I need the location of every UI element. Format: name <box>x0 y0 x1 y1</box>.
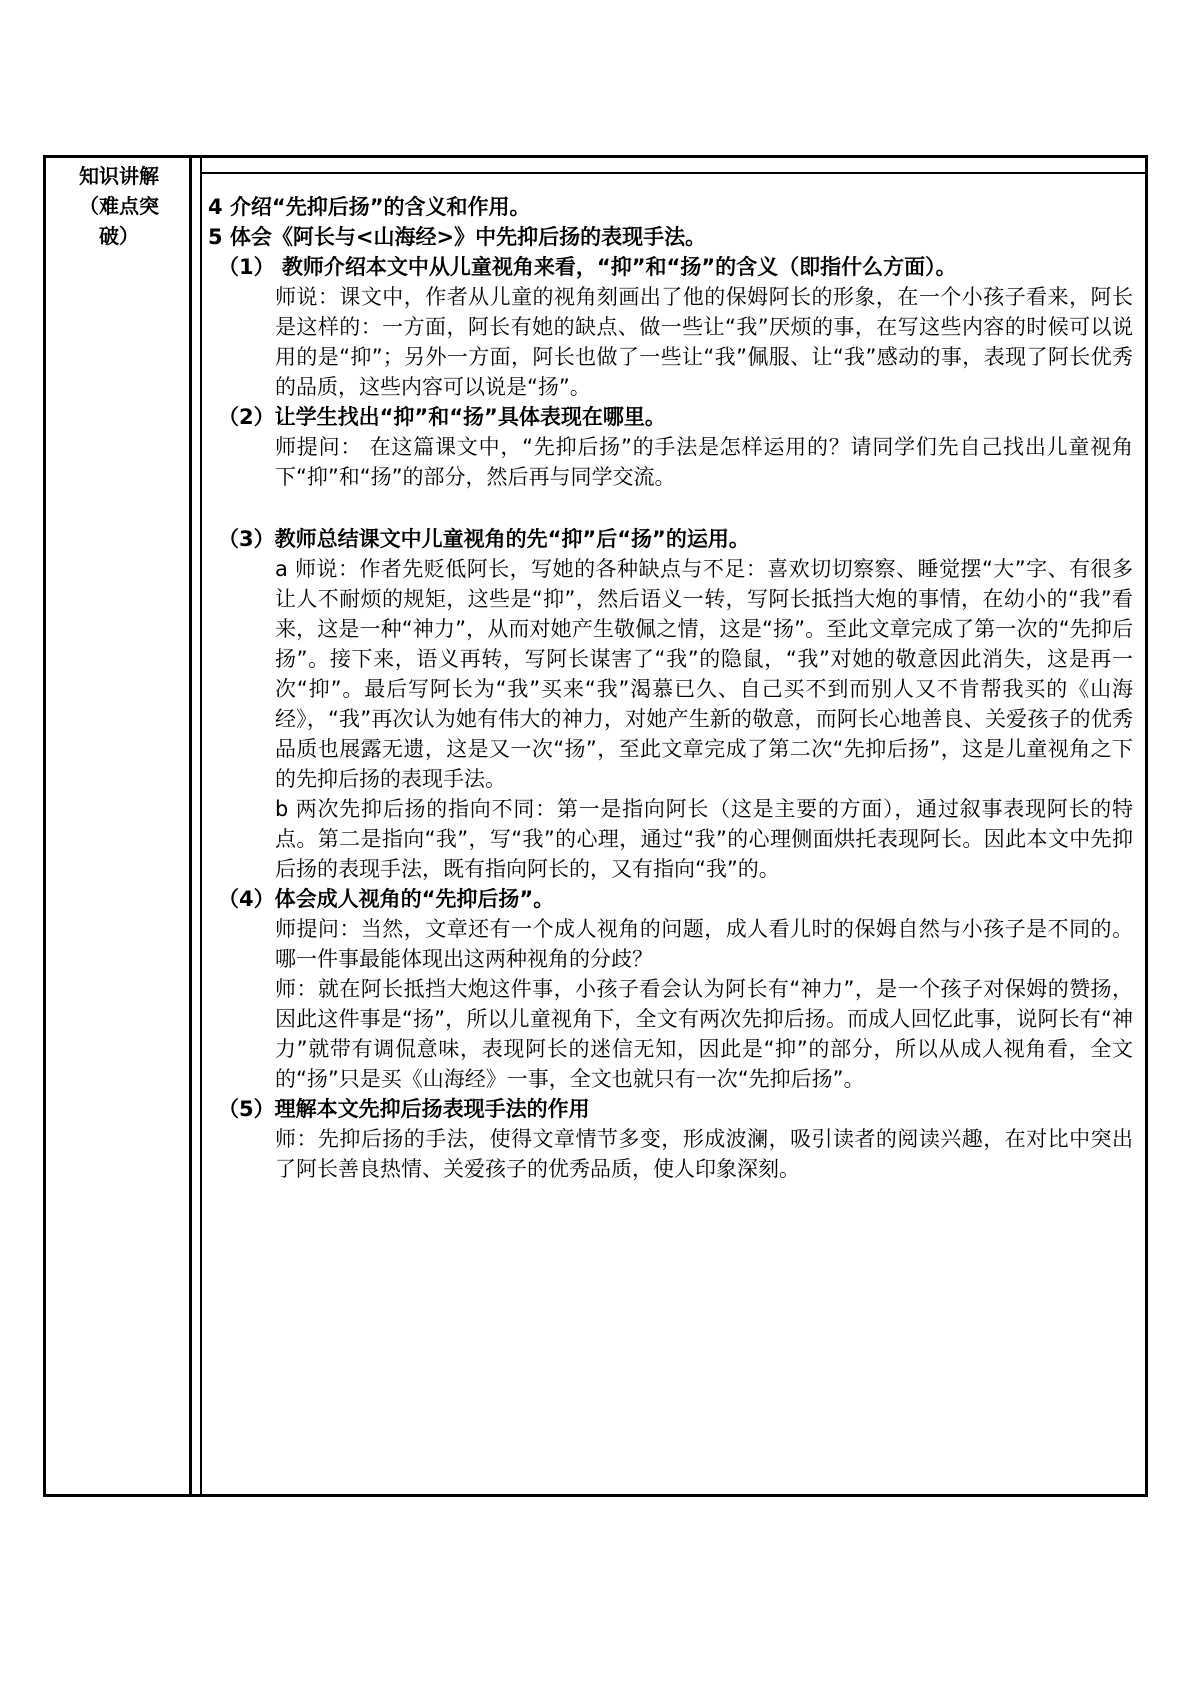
content-text <box>202 192 1145 1184</box>
row-label-line-2: （难点突 <box>79 194 159 218</box>
section-5-title: （5）理解本文先抑后扬表现手法的作用 <box>218 1097 590 1121</box>
spacer <box>202 492 1145 524</box>
section-4-question: 师提问：当然，文章还有一个成人视角的问题，成人看儿时的保姆自然与小孩子是不同的。哪一件事最能体现出这两种视角的分歧？ <box>275 917 1133 971</box>
section-2-title: （2）让学生找出“抑”和“扬”具体表现在哪里。 <box>218 405 666 429</box>
section-1-paragraph: 师说：课文中，作者从儿童的视角刻画出了他的保姆阿长的形象，在一个小孩子看来，阿长是这样的：一方面，阿长有她的缺点、做一些让“我”厌烦的事，在写这些内容的时候可以说用的是“抑”；另外一方面，阿长也做了一些让“我”佩服、让“我”感动的事，表现了阿长优秀的品质，这些内容可以说是“扬”。 <box>275 285 1133 399</box>
content-column <box>200 158 1145 1494</box>
section-3-title: （3）教师总结课文中儿童视角的先“抑”后“扬”的运用。 <box>218 527 750 551</box>
item-5-heading: 5 体会《阿长与<山海经>》中先抑后扬的表现手法。 <box>208 225 707 249</box>
top-divider <box>202 172 1145 174</box>
section-3-paragraph-b: b 两次先抑后扬的指向不同：第一是指向阿长（这是主要的方面），通过叙事表现阿长的特点。第二是指向“我”，写“我”的心理，通过“我”的心理侧面烘托表现阿长。因此本文中先抑后扬的表现手法，既有指向阿长的，又有指向“我”的。 <box>275 797 1133 881</box>
section-1-title: （1） 教师介绍本文中从儿童视角来看，“抑”和“扬”的含义（即指什么方面）。 <box>218 255 957 279</box>
row-label <box>46 158 192 251</box>
section-3-paragraph-a: a 师说：作者先贬低阿长，写她的各种缺点与不足：喜欢切切察察、睡觉摆“大”字、有很多让人不耐烦的规矩，这些是“抑”，然后语义一转，写阿长抵挡大炮的事情，在幼小的“我”看来，这是一种“神力”，从而对她产生敬佩之情，这是“扬”。至此文章完成了第一次的“先抑后扬”。接下来，语义再转，写阿长谋害了“我”的隐鼠，“我”对她的敬意因此消失，这是再一次“抑”。最后写阿长为“我”买来“我”渴慕已久、自己买不到而别人又不肯帮我买的《山海经》，“我”再次认为她有伟大的神力，对她产生新的敬意，而阿长心地善良、关爱孩子的优秀品质也展露无遗，这是又一次“扬”，至此文章完成了第二次“先抑后扬”，这是儿童视角之下的先抑后扬的表现手法。 <box>275 557 1133 791</box>
section-5-paragraph: 师：先抑后扬的手法，使得文章情节多变，形成波澜，吸引读者的阅读兴趣，在对比中突出了阿长善良热情、关爱孩子的优秀品质，使人印象深刻。 <box>275 1127 1133 1181</box>
label-column <box>46 158 192 1494</box>
row-label-line-3: 破） <box>99 224 139 248</box>
lesson-table <box>43 155 1148 1497</box>
section-4-title: （4）体会成人视角的“先抑后扬”。 <box>218 887 555 911</box>
section-4-answer: 师：就在阿长抵挡大炮这件事，小孩子看会认为阿长有“神力”，是一个孩子对保姆的赞扬，因此这件事是“扬”，所以儿童视角下，全文有两次先抑后扬。而成人回忆此事，说阿长有“神力”就带有调侃意味，表现阿长的迷信无知，因此是“抑”的部分，所以从成人视角看，全文的“扬”只是买《山海经》一事，全文也就只有一次“先抑后扬”。 <box>275 977 1133 1091</box>
section-2-paragraph: 师提问： 在这篇课文中，“先抑后扬”的手法是怎样运用的？请同学们先自己找出儿童视角下“抑”和“扬”的部分，然后再与同学交流。 <box>275 435 1133 489</box>
item-4-heading: 4 介绍“先抑后扬”的含义和作用。 <box>208 195 531 219</box>
row-label-line-1: 知识讲解 <box>79 164 159 188</box>
